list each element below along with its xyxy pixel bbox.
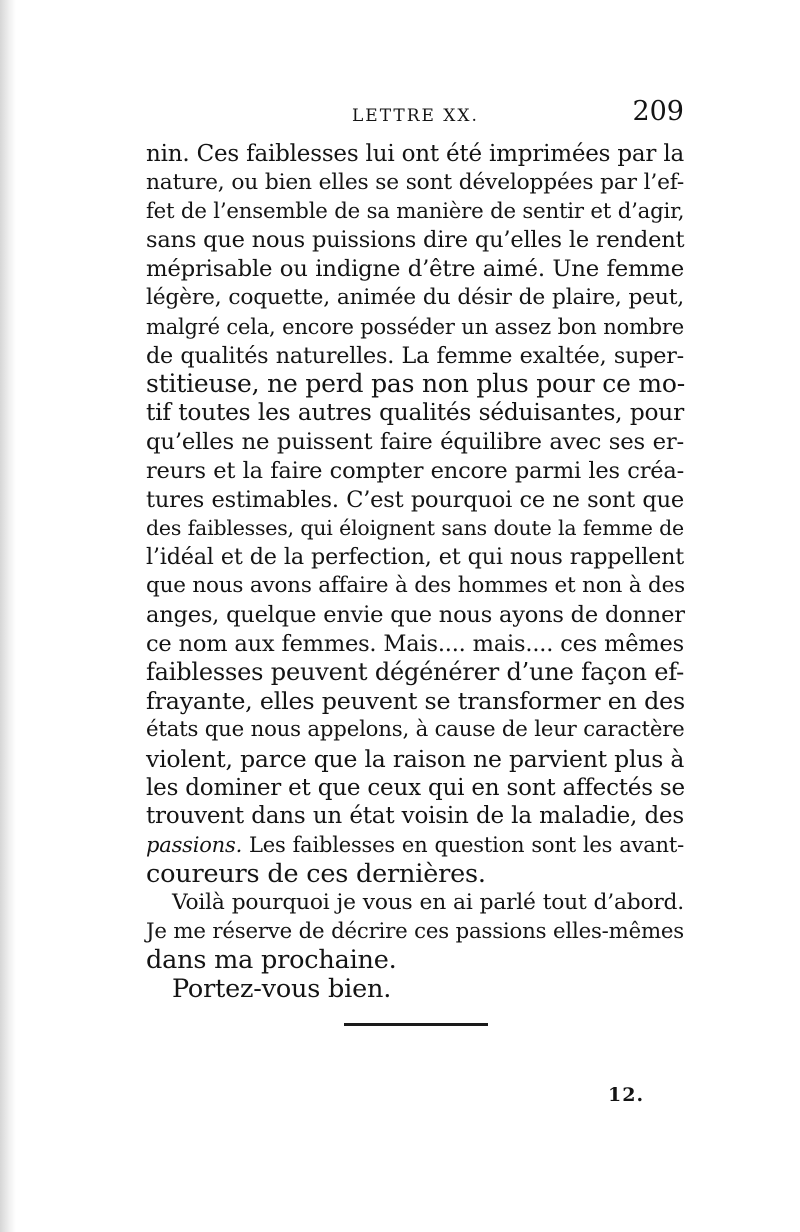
text-line: nin. Ces faiblesses lui ont été imprimées par la xyxy=(146,141,684,167)
text-line-passions xyxy=(146,831,684,860)
text-line: ce nom aux femmes. Mais.... mais.... ces mêmes xyxy=(146,630,684,657)
text-line: violent, parce que la raison ne parvient plus à xyxy=(146,744,685,773)
text-line: nature, ou bien elles se sont développées par l’ef- xyxy=(146,169,684,195)
page-header xyxy=(146,96,684,136)
text-line: de qualités naturelles. La femme exaltée, super- xyxy=(146,342,684,369)
text-line: tif toutes les autres qualités séduisantes, pour xyxy=(146,399,684,427)
text-line-paragraph-end: dans ma prochaine. xyxy=(146,945,397,976)
text-line: anges, quelque envie que nous ayons de donner xyxy=(146,601,685,628)
text-line: que nous avons affaire à des hommes et non à des xyxy=(146,572,685,598)
signature-mark: 12. xyxy=(608,1084,645,1106)
text-line: Je me réserve de décrire ces passions elles-mêmes xyxy=(146,918,684,944)
text-line: des faiblesses, qui éloignent sans doute la femme de xyxy=(146,516,684,541)
text-line: Voilà pourquoi je vous en ai parlé tout d’abord. xyxy=(172,889,684,915)
text-line: sans que nous puissions dire qu’elles le rendent xyxy=(146,227,685,254)
text-line: tures estimables. C’est pourquoi ce ne sont que xyxy=(146,486,684,513)
text-line-passions-rest: Les faiblesses en question sont les avant- xyxy=(242,833,684,858)
text-line: légère, coquette, animée du désir de plaire, peut, xyxy=(146,284,684,310)
text-line: frayante, elles peuvent se transformer en des xyxy=(146,687,685,716)
text-line: méprisable ou indigne d’être aimé. Une femme xyxy=(146,256,684,283)
text-line: trouvent dans un état voisin de la maladie, des xyxy=(146,803,684,830)
text-line: faiblesses peuvent dégénérer d’une façon ef- xyxy=(146,658,684,687)
closing-line: Portez-vous bien. xyxy=(172,974,392,1005)
italic-word-passions: passions. xyxy=(146,833,243,858)
text-line: états que nous appelons, à cause de leur caractère xyxy=(146,716,685,742)
text-line: stitieuse, ne perd pas non plus pour ce mo- xyxy=(146,369,686,399)
running-head: LETTRE XX. xyxy=(352,106,479,126)
page-edge-shadow xyxy=(0,0,16,1232)
text-line: reurs et la faire compter encore parmi les créa- xyxy=(146,457,684,484)
page-number: 209 xyxy=(632,96,684,127)
text-line: malgré cela, encore posséder un assez bon nombre xyxy=(146,314,684,339)
text-line-paragraph-end: coureurs de ces dernières. xyxy=(146,858,486,889)
end-rule xyxy=(344,1023,488,1026)
text-line: l’idéal et de la perfection, et qui nous rappellent xyxy=(146,544,684,571)
body-text xyxy=(146,140,684,1004)
text-line: fet de l’ensemble de sa manière de sentir et d’agir, xyxy=(146,198,685,224)
text-line: qu’elles ne puissent faire équilibre avec ses er- xyxy=(146,428,684,455)
text-line: les dominer et que ceux qui en sont affectés se xyxy=(146,774,685,801)
